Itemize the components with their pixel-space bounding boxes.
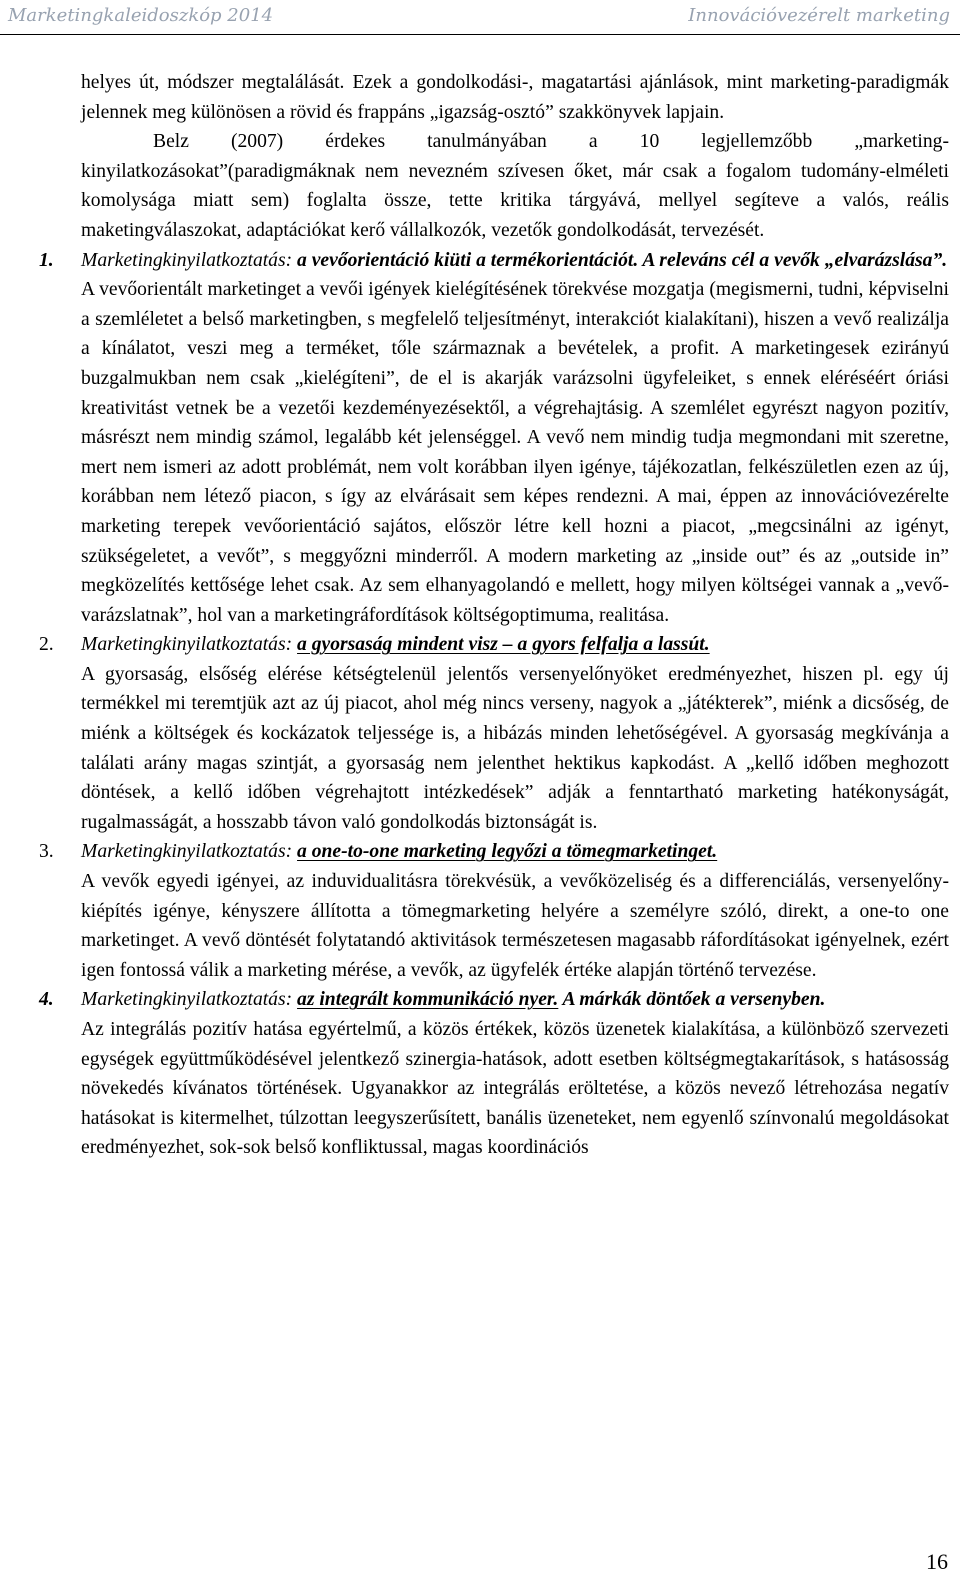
- list-item-number: 1.: [39, 249, 54, 271]
- heading-text: a gyorsaság mindent visz – a gyors felfalja a lassút.: [297, 634, 710, 656]
- heading-label: Marketingkinyilatkoztatás:: [81, 249, 293, 271]
- list-item-number: 4.: [39, 989, 54, 1011]
- running-header: [0, 0, 960, 35]
- list-item-heading: [39, 985, 949, 1015]
- list-item-body: A vevőorientált marketinget a vevői igények kielégítésének törekvése mozgatja (megismerni, tudni, képviselni a szemléletet a belső marketingben, s megfelelő teljesítményt, interakciót kialakítani), hiszen a vevő realizálja a kínálatot, veszi meg a terméket, tőle származnak a bevételek, a profit. A marketingesek ezirányú buzgalmukban nem csak „kielégíteni”, de el is akarják varázsolni ügyfeleiket, s ennek eléréséért óriási kreativitást vetnek be a vezetői kezdeményezésektől, a végrehajtásig. A szemlélet egyrészt nagyon pozitív, másrészt nem mindig számol, legalább két jelenséggel. A vevő nem mindig tudja megmondani mit szeretne, mert nem ismeri az adott problémát, nem volt korábban ilyen igénye, tájékozatlan, felkészületlen ezen az új, korábban nem létező piacon, s így az elvárásait sem képes rendezni. A mai, éppen az innovációvezérelte marketing terepek vevőorientáció sajátos, először létre kell hozni a piacot, „megcsinálni az igényt, szükségeletet, a vevőt”, s meggyőzni minderről. A modern marketing az „inside out” és az „outside in” megközelítés kettősége lehet csak. Az sem elhanyagolandó e mellett, hogy milyen költségei vannak a „vevő-varázslatnak”, hol van a marketingráfordítások költségoptimuma, realitása.: [81, 279, 949, 626]
- list-item-number: 2.: [39, 634, 54, 656]
- heading-text: az integrált kommunikáció nyer.: [297, 989, 559, 1011]
- list-item-heading: [39, 630, 949, 660]
- list-item-heading: [39, 837, 949, 867]
- list-item-body: A vevők egyedi igényei, az induvidualitásra törekvésük, a vevőközeliség és a differenciálás, versenyelőny-kiépítés igénye, kényszere állította a tömegmarketing helyére a személyre szóló, direkt, a one-to one marketinget. A vevő döntését folytatandó aktivitások természetesen magasabb ráfordításokat igényelnek, ezért igen fontossá válik a marketing mérése, a vevők, az ügyfelék értéke alapján történő tervezése.: [81, 871, 949, 981]
- heading-label: Marketingkinyilatkoztatás:: [81, 841, 293, 863]
- list-item-1: [39, 246, 949, 631]
- list-item-body: Az integrálás pozitív hatása egyértelmű, a közös értékek, közös üzenetek kialakítása, a különböző szervezeti egységek együttműködésével jelentkező szinergia-hatások, adott esetben költségmegtakarítások, s hatásosság növekedés kívánatos történések. Ugyanakkor az integrálás eröltetése, a közös nevező létrehozása negatív hatásokat is kitermelhet, túlzottan leegyszerűsített, banális üzeneteket, nem egyenlő színvonalú megoldásokat eredményezhet, sok-sok belső konfliktussal, magas koordinációs: [81, 1019, 949, 1159]
- list-item-2: [39, 630, 949, 837]
- heading-label: Marketingkinyilatkoztatás:: [81, 989, 293, 1011]
- header-journal-title: Marketingkaleidoszkóp 2014: [8, 5, 274, 26]
- list-item-body: A gyorsaság, elsőség elérése kétségtelenül jelentős versenyelőnyöket eredményezhet, hiszen pl. egy új termékkel mi teremtjük azt az új piacot, ahol még nincs verseny, nagyok a „játékterek”, miénk a dicsőség, de miénk a költségek és kockázatok teljessége is, a hibázás minden lehetőségével. A gyorsaság megkívánja a találati arány magas szintját, a gyorsaság nem jelenthet hektikus kapkodást. A „kellő időben meghozott döntések, a kellő időben végrehajtott intézkedések” adják a fenntartható marketing hatékonyságát, rugalmasságát, a hosszabb távon való gondolkodás biztonságát is.: [81, 663, 949, 833]
- heading-label: Marketingkinyilatkoztatás:: [81, 634, 293, 656]
- paragraph-belz: Belz (2007) érdekes tanulmányában a 10 legjellemzőbb „marketing-kinyilatkozásokat”(paradigmáknak nem nevezném szívesen őket, már csak a fogalom tudomány-elméleti komolysága miatt sem) foglalta össze, tette kritika tárgyává, mellyel segíteve a valós, reális maketingválaszokat, adaptációkat kerő vállalkozók, vezetők gondolkodását, tervezését.: [81, 131, 949, 241]
- list-item-3: [39, 837, 949, 985]
- list-item-number: 3.: [39, 841, 54, 863]
- heading-text: a one-to-one marketing legyőzi a tömegmarketinget.: [297, 841, 718, 863]
- paragraph-intro-continuation: helyes út, módszer megtalálását. Ezek a gondolkodási-, magatartási ajánlások, mint marketing-paradigmák jelennek meg különösen a rövid és frappáns „igazság-osztó” szakkönyvek lapjain.: [81, 72, 949, 123]
- page-number: 16: [926, 1549, 948, 1574]
- body-text: [39, 68, 949, 1163]
- header-section-title: Innovációvezérelt marketing: [688, 5, 950, 26]
- heading-tail: A márkák döntőek a versenyben.: [558, 989, 826, 1011]
- list-item-4: [39, 985, 949, 1163]
- list-item-heading: [39, 246, 949, 276]
- heading-text: a vevőorientáció kiüti a termékorientációt. A releváns cél a vevők „elvarázslása”.: [292, 249, 948, 271]
